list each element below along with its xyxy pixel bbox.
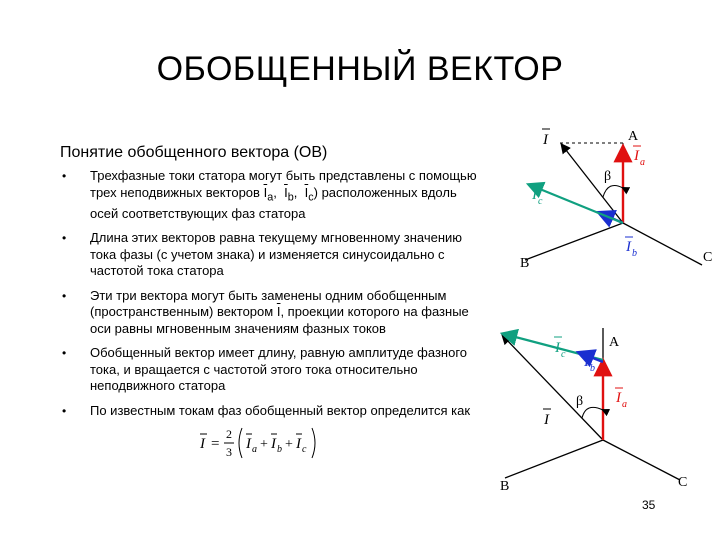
label-beta: β	[604, 169, 612, 184]
vector-i-line-2	[503, 336, 603, 440]
label-a: A	[628, 129, 639, 144]
formula-num: 2	[226, 427, 232, 441]
svg-text:b: b	[632, 248, 637, 259]
svg-text:a: a	[622, 399, 627, 410]
vector-diagram-bottom	[480, 320, 710, 495]
vector-ic: $\overline{I}$	[304, 184, 309, 200]
bullet-dot: •	[62, 169, 67, 183]
svg-text:a: a	[640, 157, 645, 168]
label-b-2: B	[500, 479, 510, 494]
vector-ib: $\overline{I}$	[284, 184, 288, 200]
bullet-dot: •	[62, 346, 67, 361]
beta-arc-2	[582, 407, 603, 418]
slide-title: ОБОБЩЕННЫЙ ВЕКТОР	[156, 50, 564, 88]
beta-arc	[603, 185, 623, 197]
bullet-item-5: • По известным токам фаз обобщенный вектор определится как	[62, 402, 471, 418]
label-ic-2: I	[555, 340, 560, 356]
label-b: B	[520, 256, 530, 271]
bullet-dot: •	[62, 231, 67, 246]
label-ia: I	[634, 148, 639, 164]
section-subtitle: Понятие обобщенного вектора (ОВ)	[60, 144, 328, 161]
formula-ic: I	[296, 436, 301, 452]
vector-diagram-top	[480, 120, 720, 280]
axis-b	[525, 223, 623, 260]
vector-i: $\overline{I}$	[276, 304, 281, 320]
label-beta-2: β	[576, 394, 584, 409]
label-ib-2: I	[584, 354, 589, 370]
label-ia-2: I	[616, 390, 621, 406]
svg-text:a: a	[252, 444, 257, 455]
vector-ia: $\overline{I}$	[263, 184, 268, 200]
svg-text:b: b	[277, 444, 282, 455]
formula-den: 3	[226, 445, 232, 459]
formula-ia: I	[246, 436, 251, 452]
svg-text:b: b	[590, 363, 595, 374]
label-a-2: A	[609, 335, 620, 350]
formula-ib: I	[271, 436, 276, 452]
formula-eq: =	[211, 436, 220, 452]
svg-text:+: +	[285, 437, 293, 452]
bullet-item-3: • Эти три вектора могут быть заменены одним обобщенным (пространственным) вектором $\overline{I}$, проекции которого на фазные оси равны мгновенным значениям фазных токов	[62, 287, 469, 336]
axis-b-2	[505, 440, 603, 478]
bullet-item-1: • Трехфазные токи статора могут быть представлены с помощью трех неподвижных векторов $\overline{I}_a$, $\overline{I}_b$, $\overline{I}_c$) расположенных вдоль осей соответствующих фаз статора	[62, 168, 477, 221]
svg-text:c: c	[302, 444, 307, 455]
bullet-dot: •	[62, 288, 67, 303]
axis-c-2	[603, 440, 680, 480]
svg-text:c: c	[561, 349, 566, 360]
bullet-item-2: • Длина этих векторов равна текущему мгновенному значению тока фазы (с учетом знака) и изменяется синусоидально с частотой тока статора	[62, 230, 463, 279]
label-ic: I	[532, 187, 537, 203]
label-i: I	[543, 132, 548, 148]
formula-lhs: I	[200, 436, 205, 452]
page-number: 35	[642, 498, 656, 512]
generalized-vector-formula	[196, 422, 336, 464]
svg-text:c: c	[538, 196, 543, 207]
label-ib: I	[626, 239, 631, 255]
svg-text:+: +	[260, 437, 268, 452]
label-i-2: I	[544, 412, 549, 428]
bullet-list	[60, 168, 485, 427]
bullet-item-4: • Обобщенный вектор имеет длину, равную амплитуде фазного тока, и вращается с частотой этого тока относительно неподвижного статора	[62, 345, 468, 394]
label-c-2: C	[678, 475, 688, 490]
label-c: C	[703, 250, 713, 265]
bullet-dot: •	[62, 403, 67, 418]
vector-ic-line	[530, 185, 623, 223]
